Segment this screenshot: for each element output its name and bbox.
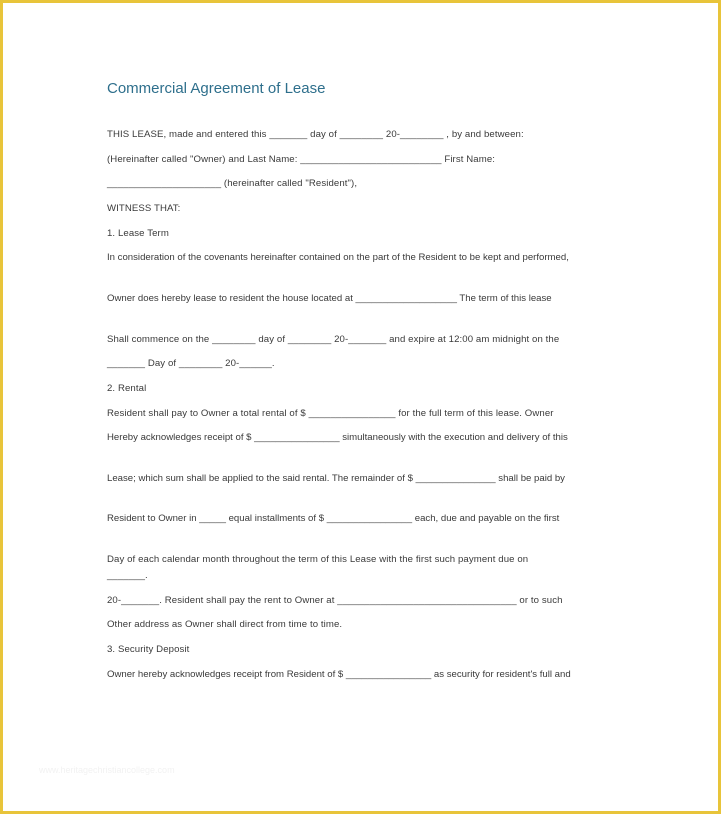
paragraph-lease-location: Owner does hereby lease to resident the house located at ___________________ The term of this lease	[107, 293, 552, 304]
expire-date-line: _______ Day of ________ 20-______.	[107, 358, 275, 369]
paragraph-remainder: Lease; which sum shall be applied to the said rental. The remainder of $ _______________ shall be paid by	[107, 473, 565, 484]
section-heading-rental: 2. Rental	[107, 383, 147, 394]
section-heading-security-deposit: 3. Security Deposit	[107, 644, 190, 655]
lease-date-line: THIS LEASE, made and entered this _______ day of ________ 20-________ , by and between:	[107, 129, 524, 140]
rent-payment-address-line: 20-_______. Resident shall pay the rent to Owner at _________________________________ or to such	[107, 595, 563, 606]
paragraph-installments: Resident to Owner in _____ equal installments of $ ________________ each, due and payable on the first	[107, 513, 560, 524]
watermark: www.heritagechristiancollege.com	[39, 765, 175, 775]
other-address-line: Other address as Owner shall direct from time to time.	[107, 619, 343, 630]
total-rental-line: Resident shall pay to Owner a total rental of $ ________________ for the full term of this lease. Owner	[107, 408, 554, 419]
section-heading-lease-term: 1. Lease Term	[107, 228, 169, 239]
payment-schedule-line: Day of each calendar month throughout the term of this Lease with the first such payment due on	[107, 554, 529, 565]
paragraph-receipt: Hereby acknowledges receipt of $ ________________ simultaneously with the execution and delivery of this	[107, 432, 568, 443]
paragraph-security-deposit: Owner hereby acknowledges receipt from Resident of $ ________________ as security for resident's full and	[107, 669, 571, 680]
witness-heading: WITNESS THAT:	[107, 203, 181, 214]
paragraph-consideration: In consideration of the covenants hereinafter contained on the part of the Resident to be kept and performed,	[107, 252, 569, 263]
payment-due-blank: _______.	[107, 570, 148, 581]
resident-name-line: _____________________ (hereinafter called "Resident"),	[107, 178, 358, 189]
owner-name-line: (Hereinafter called "Owner) and Last Name: __________________________ First Name:	[107, 154, 496, 165]
commence-line: Shall commence on the ________ day of ________ 20-_______ and expire at 12:00 am midnight on the	[107, 334, 560, 345]
document-title: Commercial Agreement of Lease	[107, 80, 326, 97]
